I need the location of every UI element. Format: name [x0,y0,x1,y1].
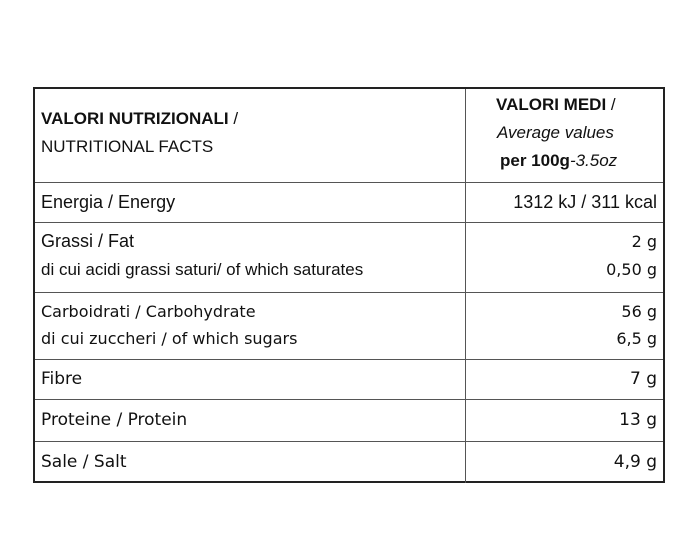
row-label-cell [35,442,466,483]
row-value-cell [466,360,663,399]
header-title-sep: / [228,109,239,128]
row-label: Sale / Salt [41,452,127,472]
row-label: Fibre [41,369,83,389]
row-label: Carboidrati / Carbohydrate [41,302,256,321]
row-label: Grassi / Fat [41,231,135,251]
row-value: 7 g [629,369,657,389]
row-sublabel: di cui acidi grassi saturi/ of which saturates [41,260,364,279]
row-label-cell [35,223,466,292]
table-header-row [35,89,663,183]
row-value-cell [466,442,663,483]
header-title-line [41,109,238,129]
row-sublabel: di cui zuccheri / of which sugars [41,329,298,348]
row-subvalue: 6,5 g [616,329,657,348]
table-row [35,442,663,483]
header-title-en: NUTRITIONAL FACTS [41,137,214,156]
header-average-values: Average values [497,123,614,142]
header-oz: -3.5oz [569,151,618,170]
header-values-line [496,95,616,115]
row-label-cell [35,293,466,359]
row-subvalue: 0,50 g [606,260,657,279]
row-label: Energia / Energy [41,192,176,212]
table-row [35,183,663,223]
row-value: 56 g [621,302,657,321]
row-value-cell [466,293,663,359]
row-value: 2 g [631,232,657,251]
table-row [35,400,663,442]
row-label: Proteine / Protein [41,410,188,430]
header-left-cell [35,89,466,182]
header-right-cell [466,89,663,182]
row-value-cell [466,183,663,222]
header-per100-line [500,151,617,171]
row-value-cell [466,223,663,292]
table-row [35,360,663,400]
row-value: 13 g [619,410,657,430]
row-value: 1312 kJ / 311 kcal [513,192,657,212]
row-label-cell [35,360,466,399]
table-row [35,293,663,360]
row-label-cell [35,183,466,222]
row-value: 4,9 g [613,452,657,472]
table-row [35,223,663,293]
row-label-cell [35,400,466,441]
row-value-cell [466,400,663,441]
header-values-it: VALORI MEDI [496,95,607,114]
header-title-it: VALORI NUTRIZIONALI [41,109,229,128]
nutrition-table [33,87,665,483]
header-values-sep: / [606,95,616,114]
header-per100: per 100g [500,151,570,170]
